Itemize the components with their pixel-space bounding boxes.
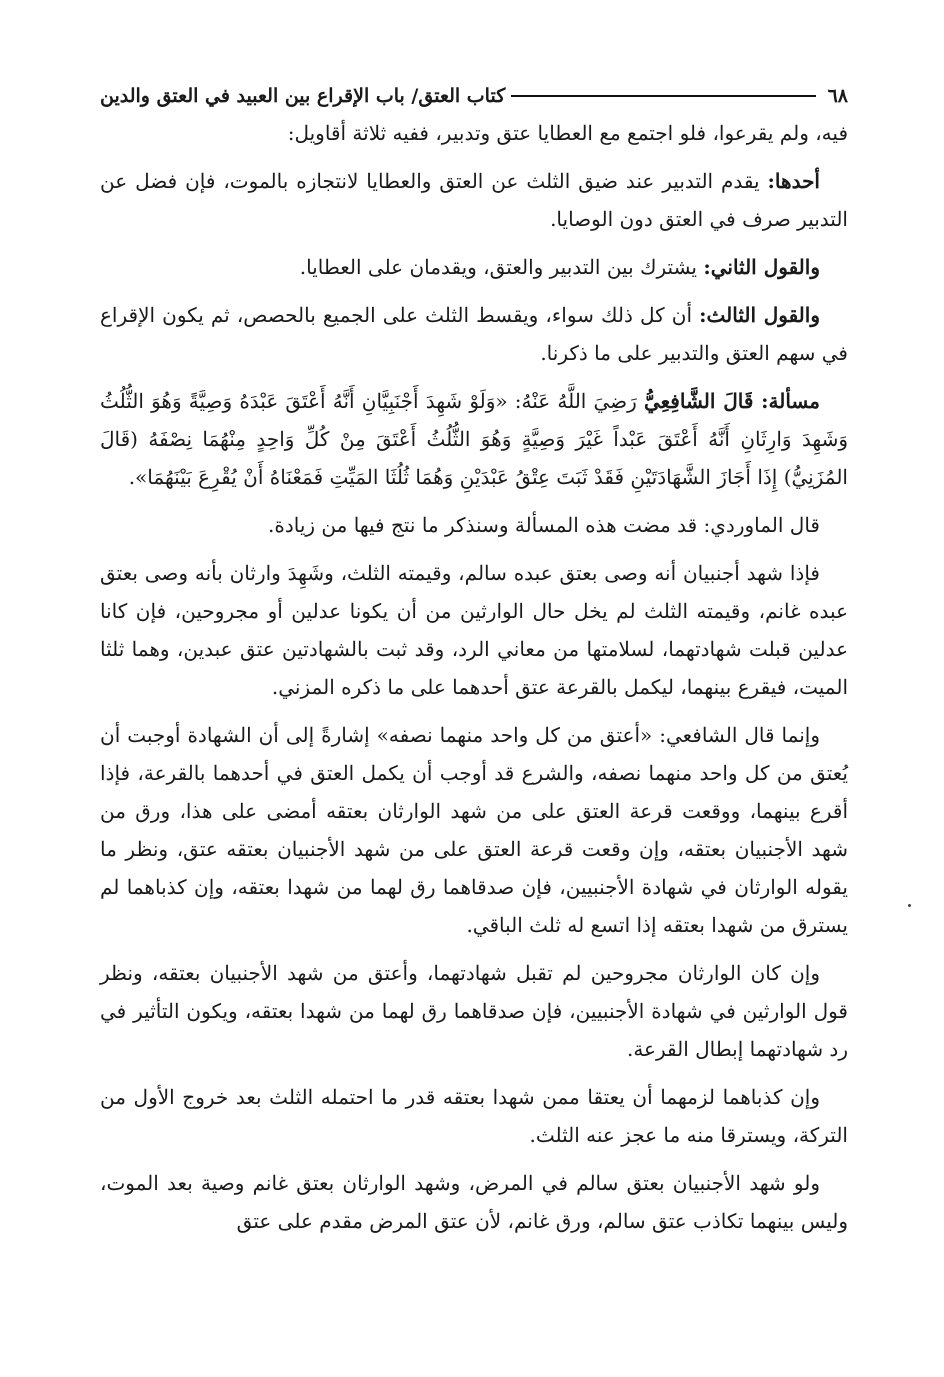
paragraph-text: قال الماوردي: قد مضت هذه المسألة وسنذكر ما نتج فيها من زيادة. — [267, 513, 820, 537]
paragraph-witnesses — [100, 554, 848, 706]
paragraph-text: فيه، ولم يقرعوا، فلو اجتمع مع العطايا عتق وتدبير، ففيه ثلاثة أقاويل: — [287, 121, 848, 145]
paragraph-lead: والقول الثاني: — [703, 255, 820, 279]
paragraph-text: فإذا شهد أجنبيان أنه وصى بعتق عبده سالم، وقيمته الثلث، وشَهِدَ وارثان بأنه وصى بعتق عبده غانم، وقيمته الثلث لم يخل حال الوارثين من أن يكونا عدلين أو مجروحين، فإن كانا عدلين قبلت شهادتهما، لسلامتها من معاني الرد، وقد ثبت بالشهادتين عتق عبدين، وهما ثلثا الميت، فيقرع بينهما، ليكمل بالقرعة عتق أحدهما على ما ذكره المزني. — [100, 561, 848, 699]
paragraph-second-opinion — [100, 248, 848, 286]
margin-dot — [908, 904, 911, 907]
paragraph-first-opinion — [100, 162, 848, 238]
page-number: ٦٨ — [827, 85, 848, 107]
paragraph-lead: والقول الثالث: — [699, 303, 820, 327]
paragraph-lead: مسألة: قَالَ الشَّافِعِيُّ — [643, 389, 820, 413]
paragraph-denial — [100, 1078, 848, 1154]
page-header — [100, 78, 848, 114]
paragraph-wounded-heirs — [100, 954, 848, 1068]
paragraph-text: ولو شهد الأجنبيان بعتق سالم في المرض، وشهد الوارثان بعتق غانم وصية بعد الموت، وليس بينهما تكاذب عتق سالم، ورق غانم، لأن عتق المرض مقدم على عتق — [100, 1171, 848, 1233]
paragraph-shafii-explanation — [100, 716, 848, 944]
paragraph-continuation — [100, 114, 848, 152]
paragraph-third-opinion — [100, 296, 848, 372]
paragraph-masala — [100, 382, 848, 496]
paragraph-text: وإنما قال الشافعي: «أعتق من كل واحد منهما نصفه» إشارةً إلى أن الشهادة أوجبت أن يُعتق من كل واحد منهما نصفه، والشرع قد أوجب أن يكمل العتق في أحدهما بالقرعة، فإذا أقرع بينهما، ووقعت قرعة العتق على من شهد الوارثان بعتقه أمضى على هذا، ورق من شهد الأجنبيان بعتقه، وإن وقعت قرعة العتق على من شهد الأجنبيان بعتقه عتق، ونظر ما يقوله الوارثان في شهادة الأجنبيين، فإن صدقاهما رق لهما من شهدا بعتقه، وإن كذباهما لم يسترق من شهدا بعتقه إذا اتسع له ثلث الباقي. — [100, 723, 848, 937]
paragraph-lead: أحدها: — [767, 169, 820, 193]
running-title: كتاب العتق/ باب الإقراع بين العبيد في العتق والدين — [100, 85, 506, 107]
header-rule — [511, 95, 815, 97]
paragraph-mawardi — [100, 506, 848, 544]
book-page — [100, 78, 848, 1368]
paragraph-text: أن كل ذلك سواء، ويقسط الثلث على الجميع بالحصص، ثم يكون الإقراع في سهم العتق والتدبير على ما ذكرنا. — [100, 303, 848, 365]
paragraph-text: وإن كان الوارثان مجروحين لم تقبل شهادتهما، وأعتق من شهد الأجنبيان بعتقه، ونظر قول الوارثين في شهادة الأجنبيين، فإن صدقاهما رق لهما من شهدا بعتقه، ويكون التأثير في رد شهادتهما إبطال القرعة. — [100, 961, 848, 1061]
paragraph-text: وإن كذباهما لزمهما أن يعتقا ممن شهدا بعتقه قدر ما احتمله الثلث بعد خروج الأول من التركة، ويسترقا منه ما عجز عنه الثلث. — [100, 1085, 848, 1147]
paragraph-text: يشترك بين التدبير والعتق، ويقدمان على العطايا. — [299, 255, 704, 279]
paragraph-text: يقدم التدبير عند ضيق الثلث عن العتق والعطايا لانتجازه بالموت، فإن فضل عن التدبير صرف في العتق دون الوصايا. — [100, 169, 848, 231]
body-text — [100, 114, 848, 1240]
paragraph-text: رَضِيَ اللَّهُ عَنْهُ: «وَلَوْ شَهِدَ أَجْنَبِيَّانِ أَنَّهُ أَعْتَقَ عَبْدَهُ وَصِيَّةً وَهُوَ الثُّلُثُ وَشَهِدَ وَارِثَانِ أَنَّهُ أَعْتَقَ عَبْداً غَيْرَ وَصِيَّةٍ وَهُوَ الثُّلُثُ أَعْتَقَ مِنْ كُلِّ وَاحِدٍ مِنْهُمَا نِصْفَهُ (قَالَ المُزَنِيُّ) إِذَا أَجَازَ الشَّهَادَتَيْنِ فَقَدْ ثَبَتَ عِتْقُ عَبْدَيْنِ وَهُمَا ثُلُثَا المَيِّتِ فَمَعْنَاهُ أَنْ يُقْرِعَ بَيْنَهُمَا». — [100, 389, 848, 489]
paragraph-illness — [100, 1164, 848, 1240]
